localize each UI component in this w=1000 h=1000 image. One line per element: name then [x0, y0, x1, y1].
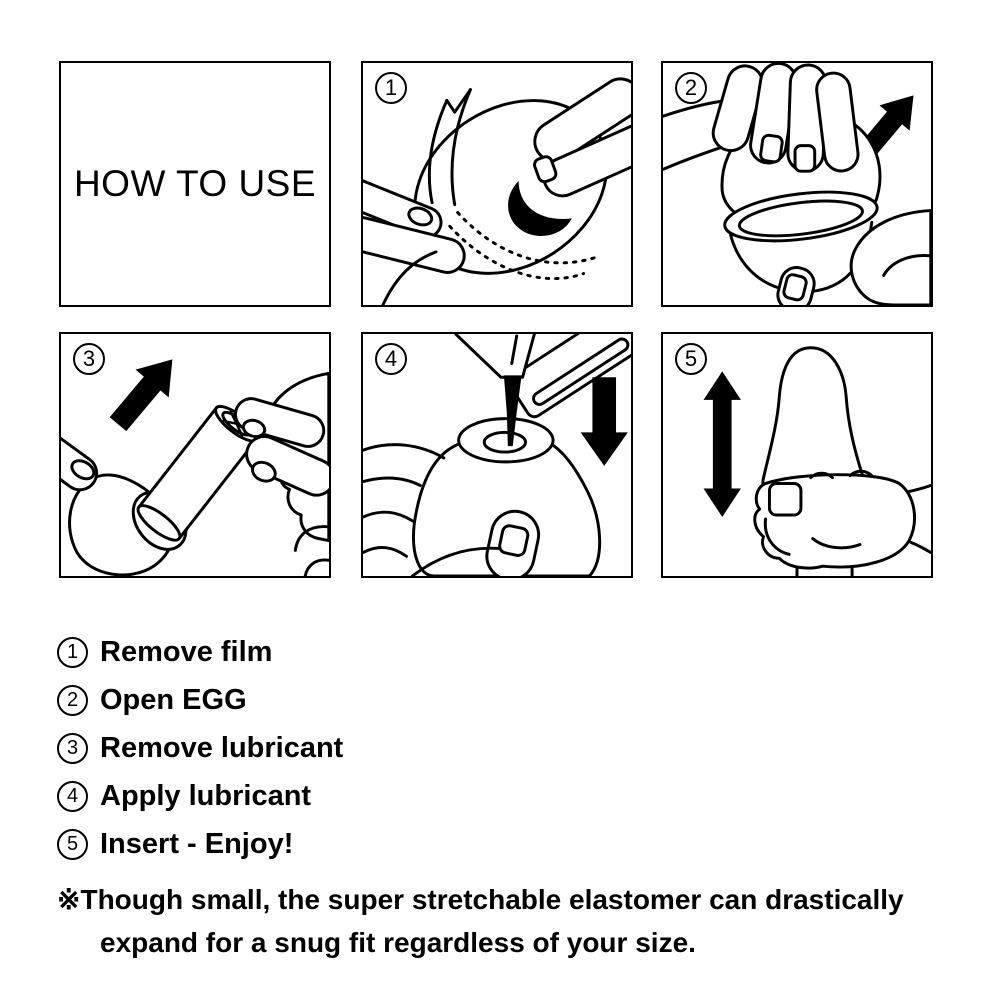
illustration-remove-film — [363, 63, 631, 305]
step-number-circle: 5 — [57, 829, 88, 860]
step-label: Remove film — [100, 635, 273, 668]
step-label: Apply lubricant — [100, 779, 312, 812]
panel-step-2 — [661, 61, 933, 307]
illustration-open-egg — [663, 63, 931, 305]
arrow-down-icon — [581, 377, 628, 466]
panel-step-3 — [59, 332, 331, 578]
illustration-remove-lubricant — [61, 334, 329, 576]
step-item-2 — [57, 676, 343, 724]
footnote-line-1: Though small, the super stretchable elastomer can drastically — [80, 884, 904, 915]
step-number-badge: 5 — [675, 343, 707, 375]
step-label: Insert - Enjoy! — [100, 827, 294, 860]
step-item-3 — [57, 724, 343, 772]
steps-list — [57, 628, 343, 868]
step-number-circle: 1 — [57, 637, 88, 668]
step-number-circle: 4 — [57, 781, 88, 812]
step-number-badge: 4 — [375, 343, 407, 375]
page-title: HOW TO USE — [73, 163, 317, 204]
panel-step-1 — [361, 61, 633, 307]
step-number-circle: 3 — [57, 733, 88, 764]
footnote-line-2: expand for a snug fit regardless of your size. — [100, 927, 696, 958]
step-item-1 — [57, 628, 343, 676]
illustration-apply-lubricant — [363, 334, 631, 576]
arrow-up-right-icon — [101, 345, 189, 438]
step-item-4 — [57, 772, 343, 820]
panel-step-5 — [661, 332, 933, 578]
step-number-circle: 2 — [57, 685, 88, 716]
reference-mark: ※ — [57, 884, 81, 915]
panel-step-4 — [361, 332, 633, 578]
panel-how-to-use — [59, 61, 331, 307]
footnote — [57, 878, 967, 964]
step-number-badge: 2 — [675, 72, 707, 104]
step-label: Remove lubricant — [100, 731, 344, 764]
step-number-badge: 3 — [73, 343, 105, 375]
arrow-up-down-icon — [704, 371, 741, 517]
step-label: Open EGG — [100, 683, 247, 716]
step-item-5 — [57, 820, 343, 868]
step-number-badge: 1 — [375, 72, 407, 104]
illustration-insert-enjoy — [663, 334, 931, 576]
